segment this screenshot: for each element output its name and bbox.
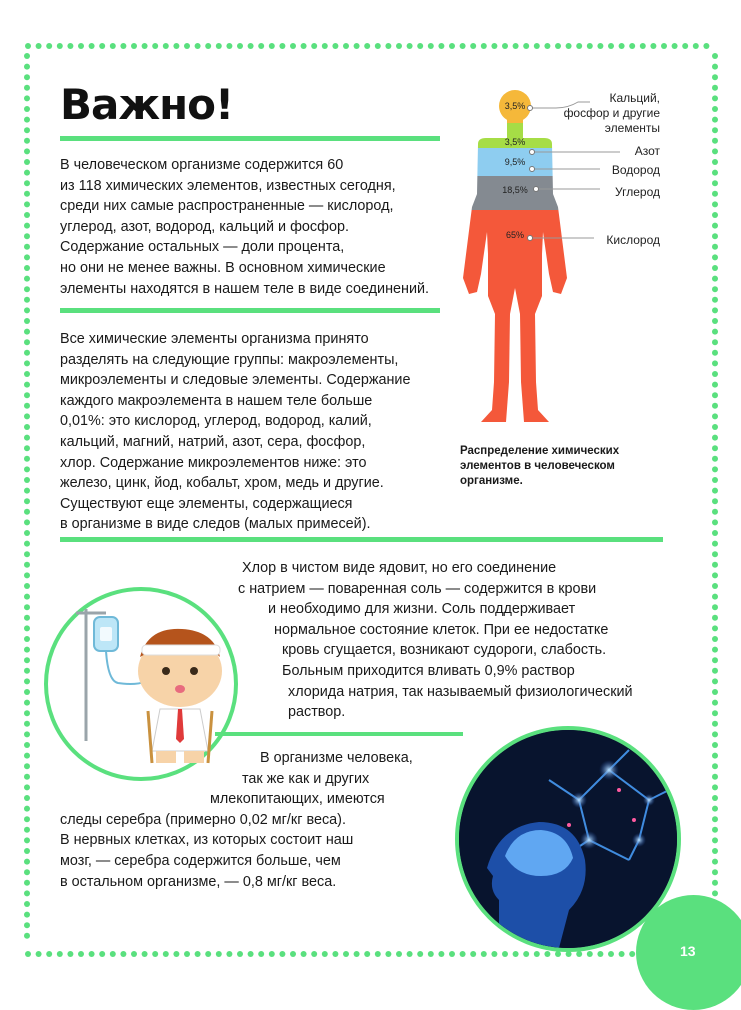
text-line: углерод, азот, водород, кальций и фосфор. [60,218,349,235]
text-line: каждого макроэлемента в нашем теле больше [60,392,373,409]
figure-caption [460,444,619,489]
page-title: Важно! [60,80,234,129]
silver-paragraph [60,748,480,892]
text-line: из 118 химических элементов, известных сегодня, [60,177,396,194]
text-line: железо, цинк, йод, кобальт, хром, медь и другие. [60,475,384,492]
carbon-percent: 18,5% [502,185,528,195]
text-line: с натрием — поваренная соль — содержится в крови [238,580,597,597]
element-groups-paragraph [60,329,410,535]
text-line: В человеческом организме содержится 60 [60,157,344,173]
text-line: 0,01%: это кислород, углерод, водород, калий, [60,413,372,430]
text-line: в остальном организме, — 0,8 мг/кг веса. [60,873,337,890]
carbon-label: Углерод [615,185,660,199]
caption-line: элементов в человеческом [460,460,615,472]
text-line: следы серебра (примерно 0,02 мг/кг веса). [60,811,346,828]
text-line: но они не менее важны. В основном химические [60,259,386,276]
hydrogen-percent: 9,5% [504,157,526,167]
text-line: Больным приходится вливать 0,9% раствор [282,662,575,679]
text-line: разделять на следующие группы: макроэлементы, [60,351,399,368]
brain-and-neurons-illustration [459,730,677,948]
text-line: мозг, — серебра содержится больше, чем [60,852,341,869]
nitrogen-percent: 3,5% [504,137,526,147]
text-line: В нервных клетках, из которых состоит наш [60,832,354,849]
text-line: кровь сгущается, возникают судороги, слабость. [282,642,607,659]
caption-line: Распределение химических [460,445,620,457]
text-line: элементы находятся в нашем теле в виде соединений. [60,280,430,297]
calcium-percent: 3,5% [504,101,526,111]
text-line: и необходимо для жизни. Соль поддерживает [268,601,576,618]
text-line: Хлор в чистом виде ядовит, но его соединение [242,560,557,576]
oxygen-label: Кислород [606,233,660,247]
intro-paragraph [60,155,429,299]
divider [215,732,463,736]
calcium-label-2: фосфор и другие [563,106,660,120]
page-number: 13 [680,943,696,959]
text-line: хлор. Содержание микроэлементов ниже: это [60,454,367,471]
text-line: млекопитающих, имеются [210,791,385,808]
nitrogen-label: Азот [634,144,660,158]
oxygen-percent: 65% [505,230,525,240]
oxygen-segment [450,210,580,432]
text-line: раствор. [288,704,346,721]
caption-line: организме. [460,475,523,487]
text-line: кальций, магний, натрий, азот, сера, фосфор, [60,433,366,450]
text-line: Все химические элементы организма принято [60,331,369,347]
chlorine-paragraph [236,558,666,723]
text-line: В организме человека, [260,750,413,766]
divider [60,537,663,542]
calcium-label-1: Кальций, [609,91,660,105]
divider [60,136,440,141]
text-line: Содержание остальных — доли процента, [60,239,345,256]
text-line: так же как и других [242,770,370,787]
calcium-label-3: элементы [604,121,660,135]
text-line: микроэлементы и следовые элементы. Содержание [60,372,411,389]
text-line: в организме в виде следов (малых примесей). [60,516,371,533]
divider [60,308,440,313]
hydrogen-label: Водород [611,163,660,177]
element-distribution-figure [450,82,665,432]
text-line: Существуют еще элементы, содержащиеся [60,495,353,512]
text-line: нормальное состояние клеток. При ее недостатке [274,621,609,638]
text-line: хлорида натрия, так называемый физиологический [288,683,633,700]
text-line: среди них самые распространенные — кислород, [60,198,394,215]
